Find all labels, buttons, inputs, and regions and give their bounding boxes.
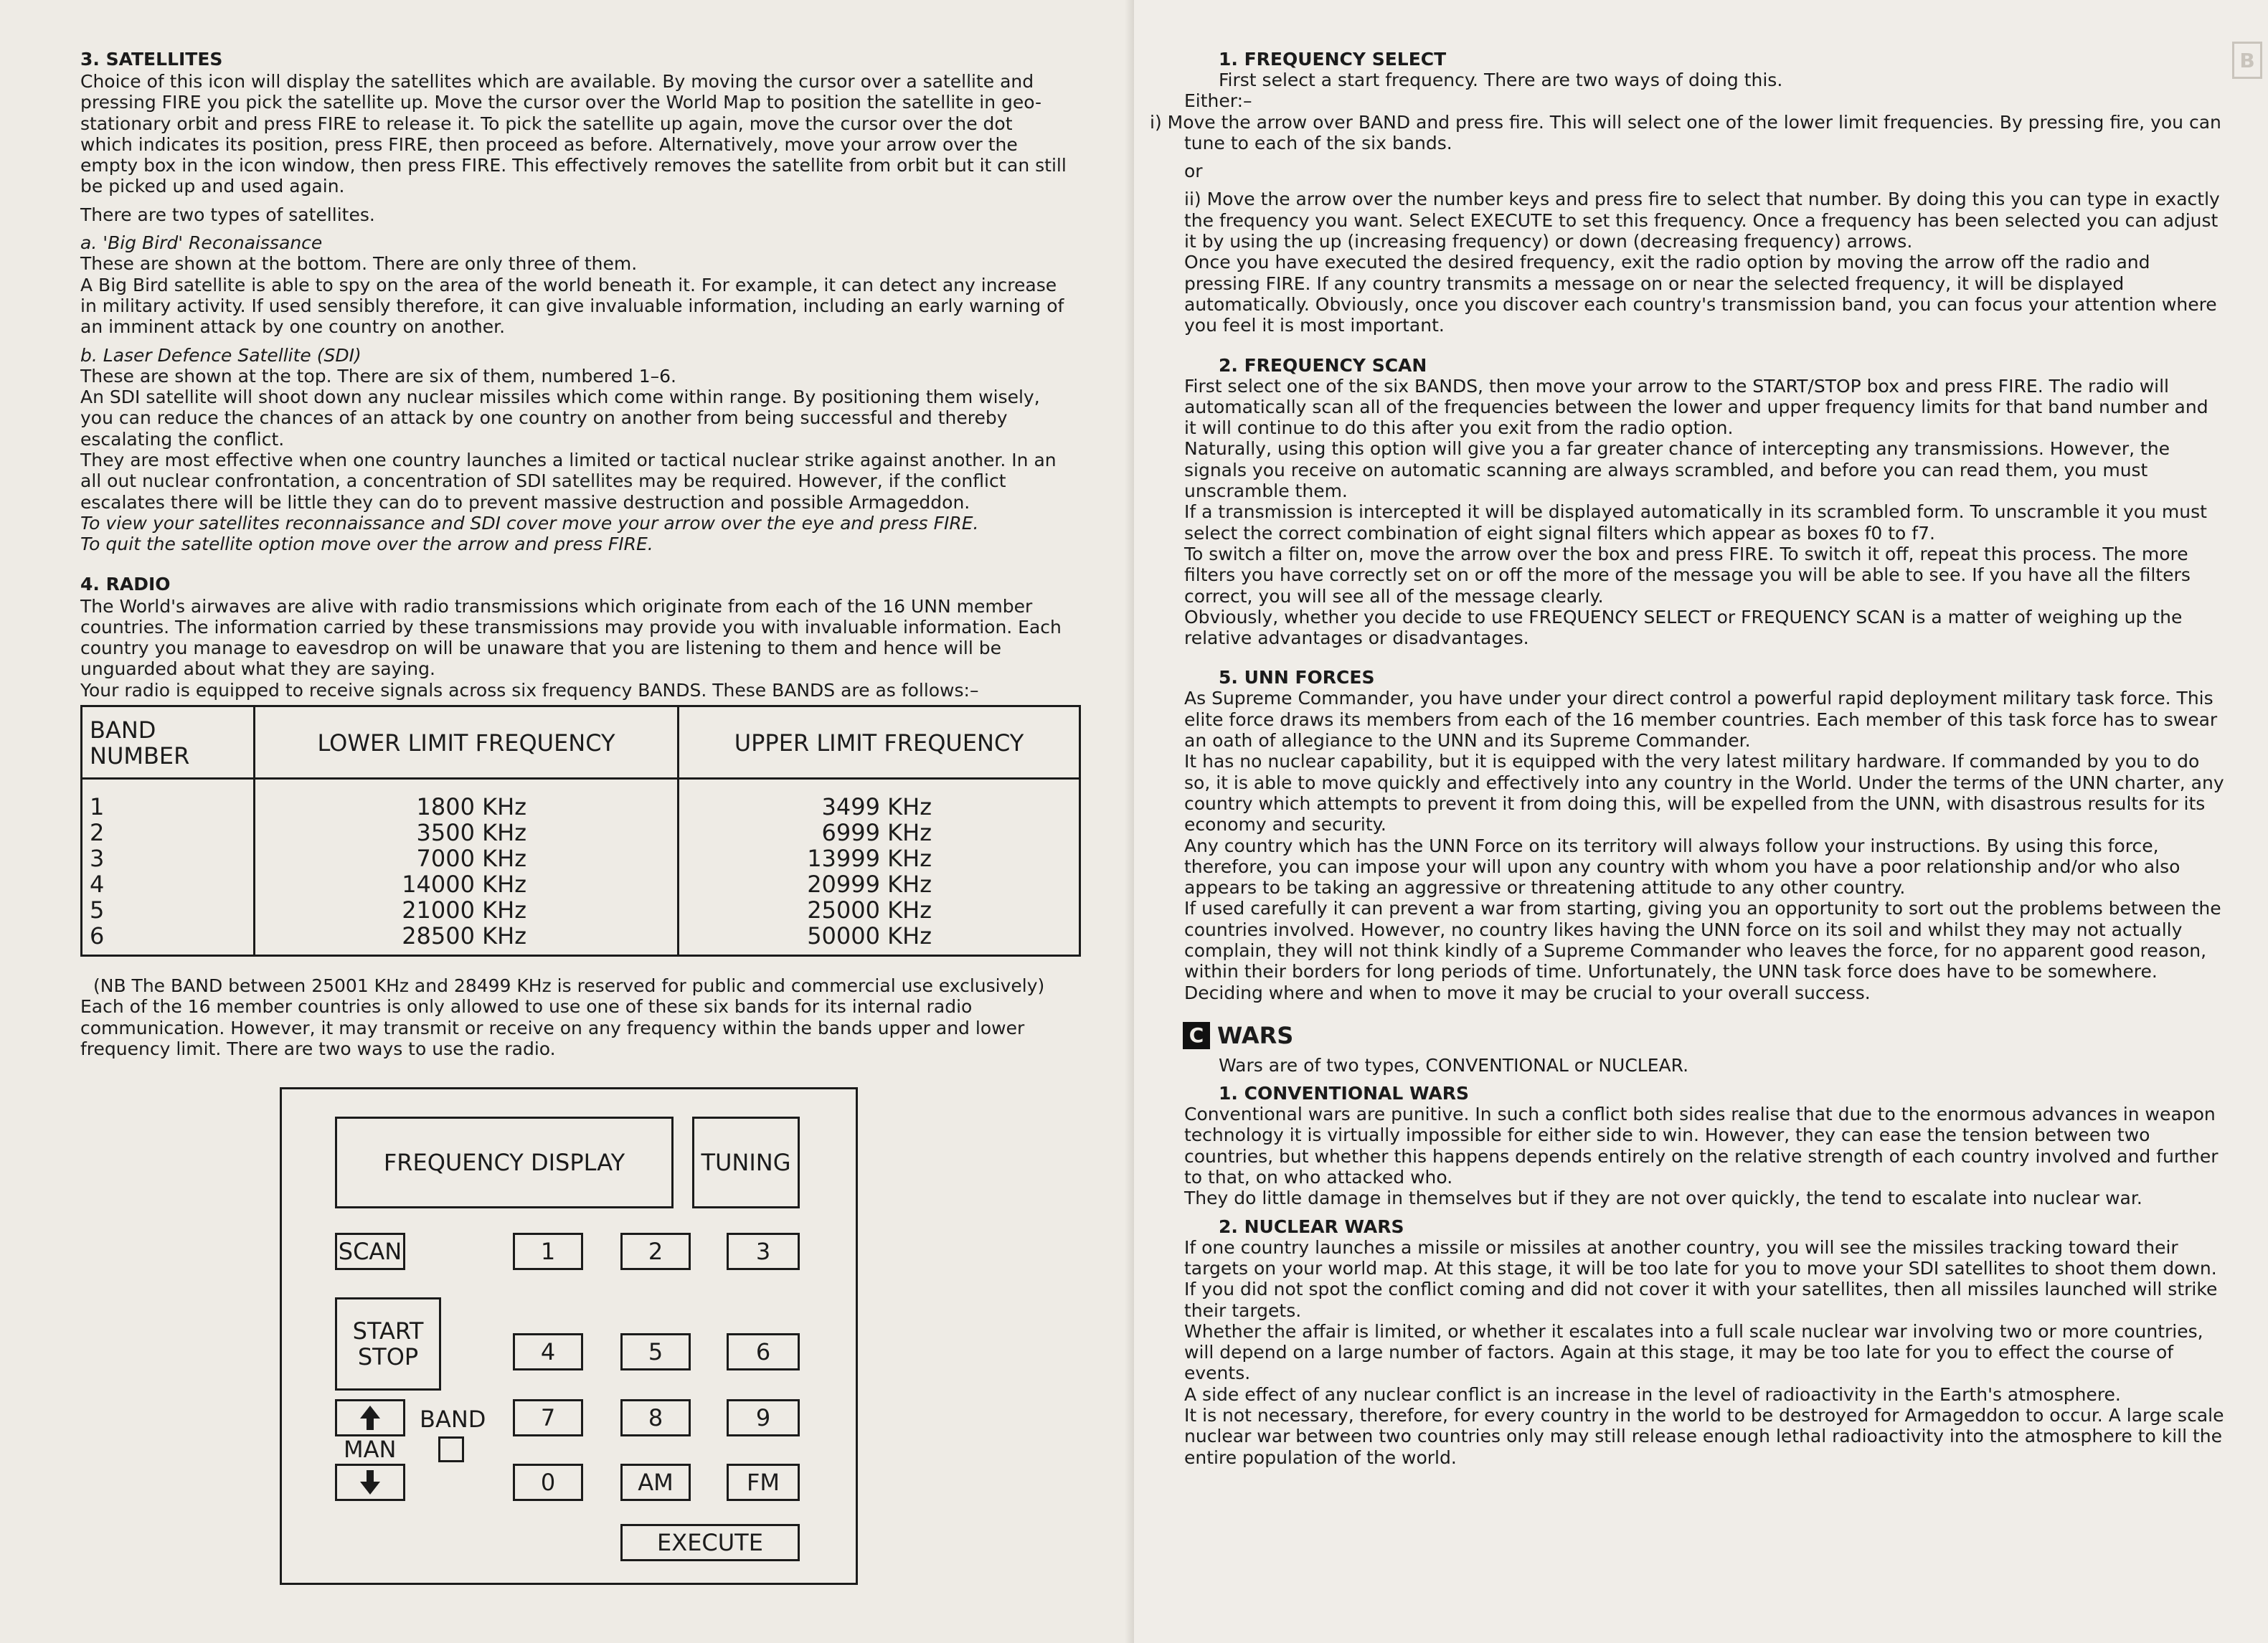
satellites-intro: Choice of this icon will display the satellites which are available. By moving the cursor over a satellite and pressing FIRE you pick the satellite up. Move the cursor over the World Map to position the satellite in geo-stationary orbit and press FIRE to release it. To pick the satellite up again, move the cursor over the dot which indicates its position, press FIRE, then proceed as before. Alternatively, move your arrow over the empty box in the icon window, then press FIRE. This effectively removes the satellite from orbit but it can still be picked up and used again. [80,71,1067,197]
up-arrow-icon [359,1404,382,1431]
lower-limit: 1800 KHz [255,779,679,820]
band-box[interactable] [438,1436,464,1462]
radio-p2: Your radio is equipped to receive signals across six frequency BANDS. These BANDS are as follows:– [80,679,979,701]
down-arrow-button[interactable] [335,1464,405,1501]
freq-select-heading: 1. FREQUENCY SELECT [1219,49,1447,70]
wars-heading: WARS [1217,1021,1294,1049]
big-bird-title: a. 'Big Bird' Reconaissance [80,232,323,254]
conventional-p2: They do little damage in themselves but if they are not over quickly, the tend to escalate into nuclear war. [1184,1188,2142,1209]
band-label: BAND [420,1406,486,1433]
conventional-p1: Conventional wars are punitive. In such a conflict both sides realise that due to the enormous advances in weapon technology it is virtually impossible for either side to win. However, they can ease the tension between two countries, but whether this happens depends entirely on the relative strength of each country involved and further to that, on who attacked who. [1184,1104,2219,1188]
lower-limit: 28500 KHz [255,923,679,956]
sdi-p3: They are most effective when one country launches a limited or tactical nuclear strike against another. In an all out nuclear confrontation, a concentration of SDI satellites may be required. However, if the conflict escalates there will be little they can do to prevent massive destruction and possible Armageddon. [80,450,1057,513]
band-number: 1 [82,779,255,820]
unn-p2: It has no nuclear capability, but it is equipped with the very latest military hardware. If commanded by you to do so, it is able to move quickly and effectively into any country in the World. Under the terms of the UNN charter, any country which attempts to prevent it from doing this, will be expelled from the UNN, with disastrous results for its economy and security. [1184,751,2224,835]
option-ii: ii) Move the arrow over the number keys and press fire to select that number. By doing this you can type in exactly the frequency you want. Select EXECUTE to set this frequency. Once a frequency has been selected you can adjust it by using the up (increasing frequency) or down (decreasing frequency) arrows. [1184,189,2220,252]
radio-p1: The World's airwaves are alive with radio transmissions which originate from each of the 16 UNN member countries. The information carried by these transmissions may provide you with invaluable information. Each country you manage to eavesdrop on will be unaware that you are listening to them and hence will be unguarded about what they are saying. [80,595,1062,680]
key-3[interactable]: 3 [727,1233,800,1270]
wars-intro: Wars are of two types, CONVENTIONAL or NUCLEAR. [1219,1054,1689,1076]
right-page [1134,0,2268,1643]
band-number: 6 [82,923,255,956]
satellite-types: There are two types of satellites. [80,204,375,225]
nuclear-heading: 2. NUCLEAR WARS [1219,1216,1404,1237]
start-stop-button[interactable]: START STOP [335,1297,441,1391]
wars-section-badge: C [1183,1022,1210,1049]
satellites-heading: 3. SATELLITES [80,49,223,70]
table-row [82,897,1080,923]
freq-select-p1: First select a start frequency. There are two ways of doing this. [1219,70,1783,90]
table-row [82,923,1080,956]
nuclear-p2: Whether the affair is limited, or whether it escalates into a full scale nuclear war involving two or more countries, will depend on a large number of factors. Again at this stage, it may be too late for you to effect the course of events. [1184,1320,2203,1384]
unn-forces-heading: 5. UNN FORCES [1219,667,1375,688]
table-row [82,779,1080,820]
band-number: 4 [82,871,255,897]
option-i: i) Move the arrow over BAND and press fire. This will select one of the lower limit frequencies. By pressing fire, you can tune to each of the six bands. [1150,111,2221,153]
upper-limit: 25000 KHz [679,897,1080,923]
upper-limit-header: UPPER LIMIT FREQUENCY [679,706,1080,779]
band-number: 3 [82,846,255,871]
faded-section-badge: B [2232,42,2262,79]
fm-button[interactable]: FM [727,1464,800,1501]
band-number: 2 [82,820,255,846]
band-number: 5 [82,897,255,923]
big-bird-p1: These are shown at the bottom. There are only three of them. [80,253,638,275]
key-2[interactable]: 2 [620,1233,691,1270]
lower-limit: 14000 KHz [255,871,679,897]
unn-p1: As Supreme Commander, you have under your direct control a powerful rapid deployment military task force. This elite force draws its members from each of the 16 member countries. Each member of this task force has to swear an oath of allegiance to the UNN and its Supreme Commander. [1184,688,2218,752]
sdi-p2: An SDI satellite will shoot down any nuclear missiles which come within range. By positioning them wisely, you can reduce the chances of an attack by one country on another from being successful and thereby escalating the conflict. [80,387,1040,450]
freq-scan-p3: If a transmission is intercepted it will be displayed automatically in its scrambled form. To unscramble it you must select the correct combination of eight signal filters which appear as boxes f0 to f7. [1184,501,2207,544]
table-row [82,820,1080,846]
nuclear-p3: A side effect of any nuclear conflict is an increase in the level of radioactivity in the Earth's atmosphere. [1184,1383,2121,1405]
freq-scan-heading: 2. FREQUENCY SCAN [1219,354,1427,376]
execute-button[interactable]: EXECUTE [620,1524,800,1561]
up-arrow-button[interactable] [335,1399,405,1436]
freq-scan-p1: First select one of the six BANDS, then move your arrow to the START/STOP box and press FIRE. The radio will automatically scan all of the frequencies between the lower and upper frequency limits for that band number and it will continue to do this after you exit from the radio option. [1184,375,2208,439]
unn-p3: Any country which has the UNN Force on its territory will always follow your instructions. By using this force, therefore, you can impose your will upon any country with whom you have a poor relationship and/or who also appears to be taking an aggressive or threatening attitude to any other country. [1184,835,2180,899]
nuclear-p1: If one country launches a missile or missiles at another country, you will see the missiles tracking toward their targets on your world map. At this stage, it will be too late for you to move your SDI satellites to shoot them down. If you did not spot the conflict coming and did not cover it with your satellites, then all missiles launched will strike their targets. [1184,1236,2218,1321]
band-table [80,705,1081,957]
radio-diagram [280,1087,858,1585]
table-row [82,871,1080,897]
conventional-heading: 1. CONVENTIONAL WARS [1219,1083,1470,1104]
down-arrow-icon [359,1469,382,1496]
key-9[interactable]: 9 [727,1399,800,1436]
key-4[interactable]: 4 [513,1333,583,1370]
upper-limit: 20999 KHz [679,871,1080,897]
quit-hint: To quit the satellite option move over the arrow and press FIRE. [80,534,653,555]
big-bird-p2: A Big Bird satellite is able to spy on the area of the world beneath it. For example, it can detect any increase in military activity. If used sensibly therefore, it can give invaluable information, including an early warning of an imminent attack by one country on another. [80,274,1064,338]
freq-scan-p2: Naturally, using this option will give you a far greater chance of intercepting any transmissions. However, the signals you receive on automatic scanning are always scrambled, and before you can read them, you must unscramble them. [1184,438,2170,502]
freq-scan-p4: To switch a filter on, move the arrow over the box and press FIRE. To switch it off, repeat this process. The more filters you have correctly set on or off the more of the message you will be able to see. If you have all the filters correct, you will see all of the message clearly. [1184,543,2191,607]
radio-heading: 4. RADIO [80,573,171,595]
key-1[interactable]: 1 [513,1233,583,1270]
tuning-button[interactable]: TUNING [692,1117,800,1208]
either-label: Either:– [1184,90,1252,112]
lower-limit-header: LOWER LIMIT FREQUENCY [255,706,679,779]
key-5[interactable]: 5 [620,1333,691,1370]
or-label: or [1184,161,1203,182]
freq-scan-p5: Obviously, whether you decide to use FREQUENCY SELECT or FREQUENCY SCAN is a matter of weighing up the relative advantages or disadvantages. [1184,606,2183,649]
am-button[interactable]: AM [620,1464,691,1501]
scan-button[interactable]: SCAN [335,1233,405,1270]
freq-select-p2: Once you have executed the desired frequency, exit the radio option by moving the arrow off the radio and pressing FIRE. If any country transmits a message on or near the selected frequency, it will be displayed automatically. Obviously, once you discover each country's transmission band, you can focus your attention where you feel it is most important. [1184,252,2217,336]
sdi-p1: These are shown at the top. There are six of them, numbered 1–6. [80,365,676,387]
band-note: (NB The BAND between 25001 KHz and 28499 KHz is reserved for public and commercial use exclusively) [93,975,1045,997]
sdi-title: b. Laser Defence Satellite (SDI) [80,344,362,366]
man-label: MAN [344,1436,397,1463]
wars-header [1183,1022,2225,1049]
key-8[interactable]: 8 [620,1399,691,1436]
upper-limit: 6999 KHz [679,820,1080,846]
frequency-display: FREQUENCY DISPLAY [335,1117,674,1208]
upper-limit: 3499 KHz [679,779,1080,820]
band-number-header: BAND NUMBER [82,706,255,779]
lower-limit: 7000 KHz [255,846,679,871]
lower-limit: 21000 KHz [255,897,679,923]
key-6[interactable]: 6 [727,1333,800,1370]
unn-p4: If used carefully it can prevent a war from starting, giving you an opportunity to sort out the problems between the countries involved. However, no country likes having the UNN force on its soil and whilst they may not actually complain, they will not think kindly of a Supreme Commander who leaves the force, for no apparent good reason, within their borders for long periods of time. Unfortunately, the UNN task force does have to be somewhere. Deciding where and when to move it may be crucial to your overall success. [1184,898,2221,1003]
lower-limit: 3500 KHz [255,820,679,846]
upper-limit: 50000 KHz [679,923,1080,956]
nuclear-p4: It is not necessary, therefore, for every country in the world to be destroyed for Armageddon to occur. A large scale nuclear war between two countries only may still release enough lethal radioactivity into the atmosphere to kill the entire population of the world. [1184,1405,2224,1468]
key-0[interactable]: 0 [513,1464,583,1501]
radio-p3: Each of the 16 member countries is only allowed to use one of these six bands for its internal radio communication. However, it may transmit or receive on any frequency within the bands upper and lower frequency limit. There are two ways to use the radio. [80,996,1025,1059]
view-hint: To view your satellites reconnaissance and SDI cover move your arrow over the eye and press FIRE. [80,512,979,534]
upper-limit: 13999 KHz [679,846,1080,871]
table-row [82,846,1080,871]
key-7[interactable]: 7 [513,1399,583,1436]
